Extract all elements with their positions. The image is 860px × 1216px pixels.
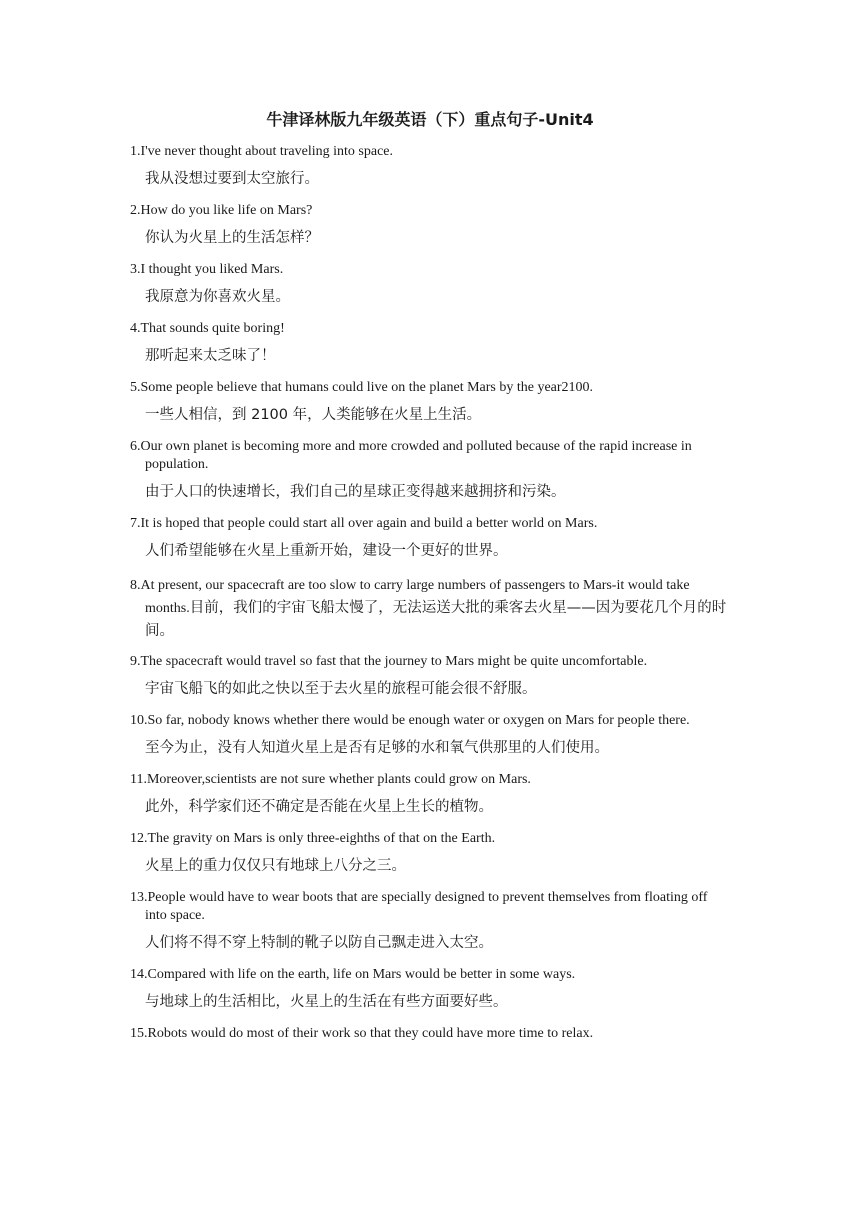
sentence-item-2 [130, 202, 730, 251]
chinese-translation: 一些人相信，到 2100 年，人类能够在火星上生活。 [145, 407, 482, 423]
sentence-item-13 [130, 889, 730, 956]
english-sentence: 11.Moreover,scientists are not sure whether plants could grow on Mars. [130, 772, 531, 787]
english-sentence: 8.At present, our spacecraft are too slow to carry large numbers of passengers to Mars-it would take months. [130, 578, 690, 616]
chinese-translation: 宇宙飞船飞的如此之快以至于去火星的旅程可能会很不舒服。 [145, 681, 537, 697]
english-sentence: 5.Some people believe that humans could live on the planet Mars by the year2100. [130, 380, 594, 395]
sentence-item-5 [130, 379, 730, 428]
chinese-translation: 我原意为你喜欢火星。 [145, 289, 290, 305]
sentence-item-9 [130, 653, 730, 702]
chinese-translation: 此外，科学家们还不确定是否能在火星上生长的植物。 [145, 799, 493, 815]
sentence-item-11 [130, 771, 730, 820]
english-sentence: 7.It is hoped that people could start all over again and build a better world on Mars. [130, 516, 598, 531]
sentence-item-4 [130, 320, 730, 369]
english-sentence-with-inline-translation [130, 574, 730, 643]
chinese-translation: 与地球上的生活相比，火星上的生活在有些方面要好些。 [145, 994, 508, 1010]
english-sentence: 4.That sounds quite boring! [130, 321, 285, 336]
english-sentence: 12.The gravity on Mars is only three-eighths of that on the Earth. [130, 831, 496, 846]
sentence-item-10 [130, 712, 730, 761]
chinese-translation: 至今为止，没有人知道火星上是否有足够的水和氧气供那里的人们使用。 [145, 740, 609, 756]
sentence-item-7 [130, 515, 730, 564]
chinese-translation: 我从没想过要到太空旅行。 [145, 171, 319, 187]
english-sentence: 10.So far, nobody knows whether there would be enough water or oxygen on Mars for people there. [130, 713, 690, 728]
english-sentence: 14.Compared with life on the earth, life on Mars would be better in some ways. [130, 967, 576, 982]
sentence-item-8 [130, 574, 730, 643]
english-sentence: 2.How do you like life on Mars? [130, 203, 313, 218]
sentence-item-6 [130, 438, 730, 505]
english-sentence: 13.People would have to wear boots that are specially designed to prevent themselves from floating off into space. [130, 890, 708, 923]
english-sentence: 15.Robots would do most of their work so that they could have more time to relax. [130, 1026, 594, 1041]
sentence-list [130, 143, 730, 1043]
chinese-translation: 目前，我们的宇宙飞船太慢了，无法运送大批的乘客去火星——因为要花几个月的时间。 [145, 600, 727, 639]
sentence-item-1 [130, 143, 730, 192]
english-sentence: 9.The spacecraft would travel so fast that the journey to Mars might be quite uncomfortable. [130, 654, 648, 669]
chinese-translation: 那听起来太乏味了！ [145, 348, 276, 364]
english-sentence: 6.Our own planet is becoming more and more crowded and polluted because of the rapid increase in population. [130, 439, 692, 472]
document-title: 牛津译林版九年级英语（下）重点句子-Unit4 [266, 110, 594, 129]
sentence-item-3 [130, 261, 730, 310]
english-sentence: 3.I thought you liked Mars. [130, 262, 284, 277]
chinese-translation: 火星上的重力仅仅只有地球上八分之三。 [145, 858, 406, 874]
chinese-translation: 你认为火星上的生活怎样？ [145, 230, 319, 246]
chinese-translation: 人们希望能够在火星上重新开始，建设一个更好的世界。 [145, 543, 508, 559]
english-sentence: 1.I've never thought about traveling into space. [130, 144, 393, 159]
sentence-item-14 [130, 966, 730, 1015]
sentence-item-15 [130, 1025, 730, 1043]
chinese-translation: 人们将不得不穿上特制的靴子以防自己飘走进入太空。 [145, 935, 493, 951]
sentence-item-12 [130, 830, 730, 879]
chinese-translation: 由于人口的快速增长，我们自己的星球正变得越来越拥挤和污染。 [145, 484, 566, 500]
